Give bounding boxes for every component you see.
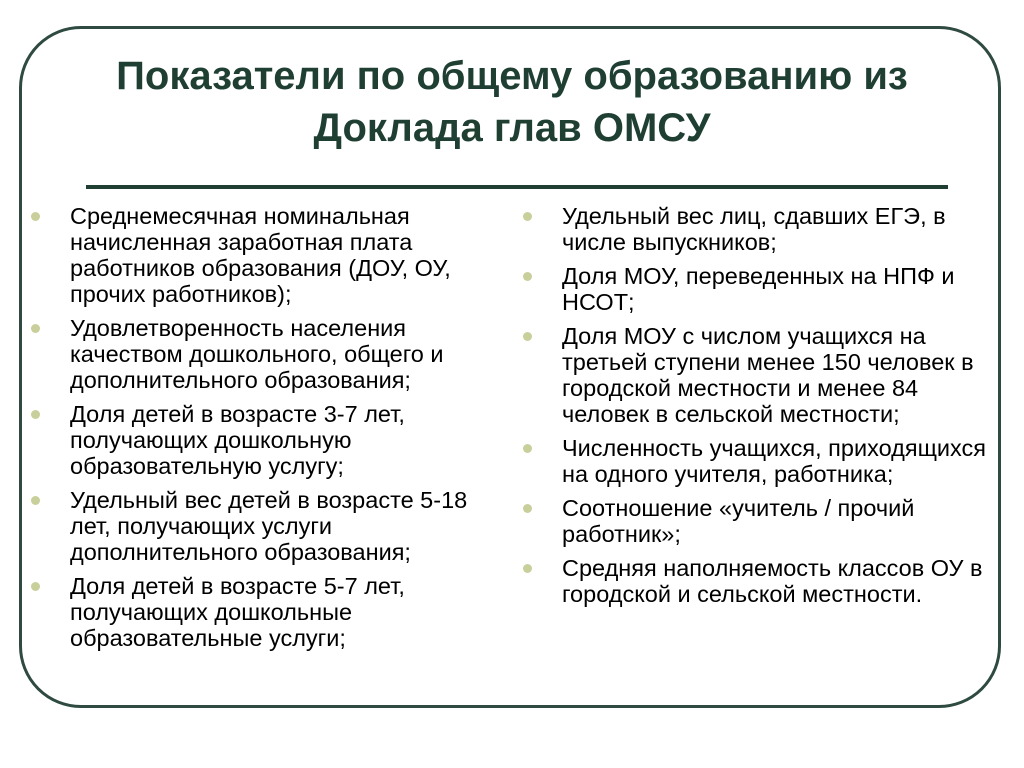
list-item-text: Доля МОУ с числом учащихся на третьей ступени менее 150 человек в городской местности и менее 84 человек в сельской местности; [562, 323, 974, 427]
list-item-text: Доля МОУ, переведенных на НПФ и НСОТ; [562, 263, 955, 315]
list-item-text: Доля детей в возрасте 5-7 лет, получающих дошкольные образовательные услуги; [70, 573, 405, 651]
list-item [30, 401, 496, 479]
list-item-text: Численность учащихся, приходящихся на одного учителя, работника; [562, 435, 986, 487]
list-item [30, 487, 496, 565]
list-item [522, 495, 992, 547]
bullet-dot-icon [31, 324, 40, 333]
list-item [522, 203, 992, 255]
bullet-dot-icon [523, 444, 532, 453]
bullet-dot-icon [31, 582, 40, 591]
title-line-1: Показатели по общему образованию из [116, 54, 908, 98]
list-item [30, 573, 496, 651]
list-item [522, 555, 992, 607]
bullet-dot-icon [523, 212, 532, 221]
bullet-dot-icon [31, 212, 40, 221]
bullet-dot-icon [31, 410, 40, 419]
bullet-dot-icon [523, 272, 532, 281]
slide-title [30, 50, 994, 154]
list-item [522, 263, 992, 315]
list-item-text: Средняя наполняемость классов ОУ в городской и сельской местности. [562, 555, 983, 607]
right-bullet-list [522, 203, 992, 615]
list-item-text: Соотношение «учитель / прочий работник»; [562, 495, 915, 547]
list-item [30, 203, 496, 307]
list-item-text: Удельный вес лиц, сдавших ЕГЭ, в числе выпускников; [562, 203, 946, 255]
bullet-dot-icon [523, 332, 532, 341]
list-item-text: Среднемесячная номинальная начисленная заработная плата работников образования (ДОУ, ОУ, прочих работников); [70, 203, 451, 307]
list-item [30, 315, 496, 393]
list-item-text: Доля детей в возрасте 3-7 лет, получающих дошкольную образовательную услугу; [70, 401, 405, 479]
left-bullet-list [30, 203, 496, 659]
list-item-text: Удовлетворенность населения качеством дошкольного, общего и дополнительного образования; [70, 315, 444, 393]
title-underline [86, 185, 948, 189]
title-line-2: Доклада глав ОМСУ [313, 106, 711, 150]
list-item-text: Удельный вес детей в возрасте 5-18 лет, получающих услуги дополнительного образования; [70, 487, 468, 565]
bullet-dot-icon [523, 564, 532, 573]
bullet-dot-icon [31, 496, 40, 505]
list-item [522, 323, 992, 427]
bullet-dot-icon [523, 504, 532, 513]
list-item [522, 435, 992, 487]
